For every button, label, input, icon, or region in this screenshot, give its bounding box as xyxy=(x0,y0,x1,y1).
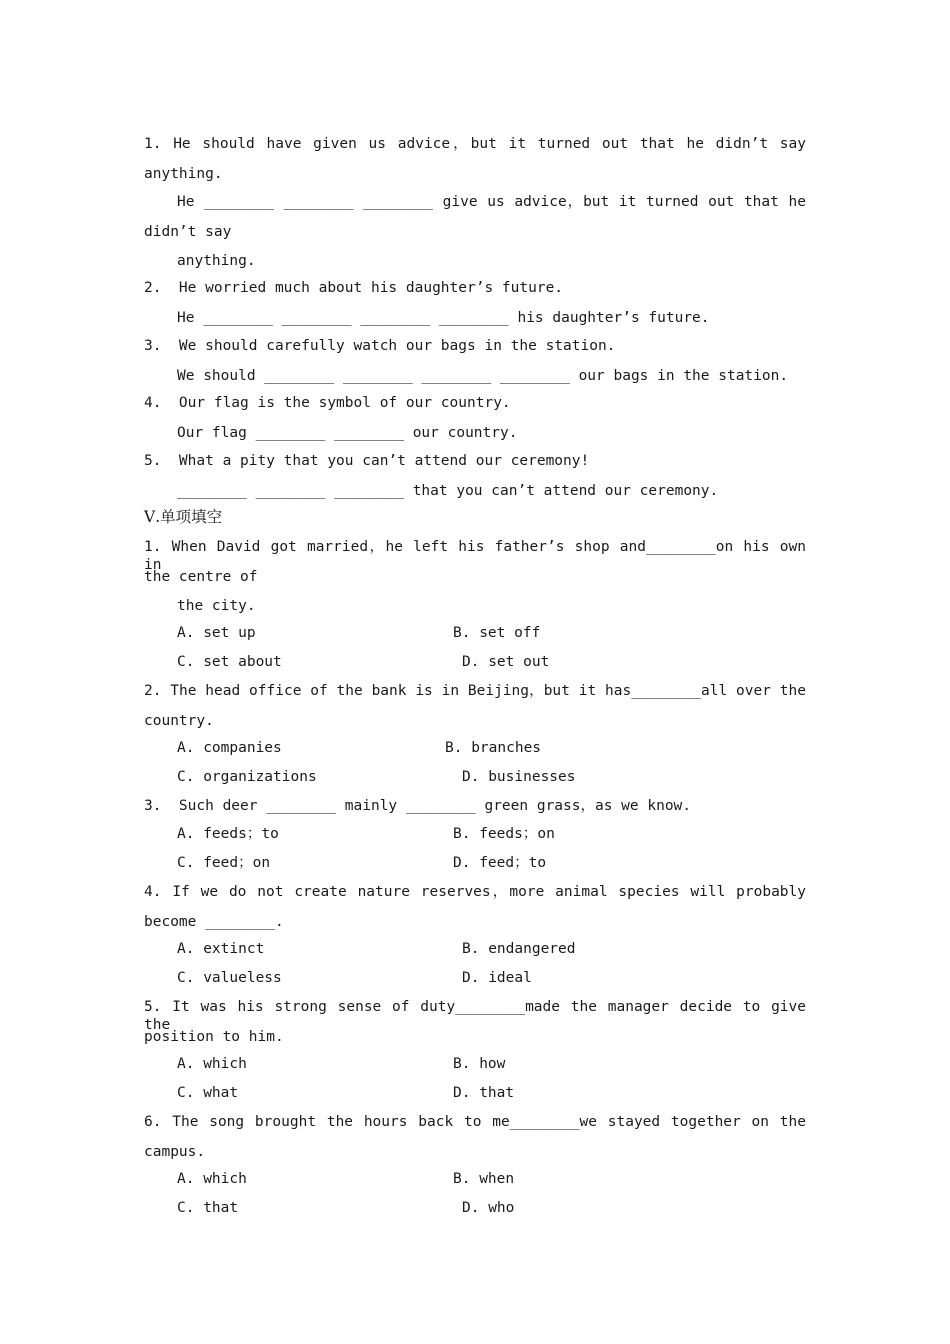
choice-q6-line2: campus. xyxy=(144,1144,206,1160)
choice-q3-line1: 3. Such deer ________ mainly ________ green grass，as we know. xyxy=(144,798,692,814)
choice-q5-line1: 5. It was his strong sense of duty________made the manager decide to give the xyxy=(144,999,806,1033)
rewrite-a1-line2: didn’t say xyxy=(144,224,232,240)
choice-q1-option-c: C. set about xyxy=(177,654,282,670)
rewrite-q1-line2: anything. xyxy=(144,166,223,182)
rewrite-a2-line1: He ________ ________ ________ ________ his daughter’s future. xyxy=(177,310,710,326)
rewrite-q2-line1: 2. He worried much about his daughter’s future. xyxy=(144,280,564,296)
choice-q2-option-b: B. branches xyxy=(445,740,542,756)
choice-q2-line2: country. xyxy=(144,713,214,729)
rewrite-a1-line1: He ________ ________ ________ give us advice，but it turned out that he xyxy=(177,194,806,210)
choice-q2-option-a: A. companies xyxy=(177,740,282,756)
choice-q1-line1: 1. When David got married，he left his father’s shop and________on his own in xyxy=(144,539,806,573)
rewrite-q3-line1: 3. We should carefully watch our bags in the station. xyxy=(144,338,616,354)
choice-q4-line2: become ________. xyxy=(144,914,284,930)
choice-q6-option-d: D. who xyxy=(462,1200,515,1216)
rewrite-a3-line1: We should ________ ________ ________ ________ our bags in the station. xyxy=(177,368,789,384)
choice-q1-line3: the city. xyxy=(177,598,256,614)
rewrite-a5-line1: ________ ________ ________ that you can’t attend our ceremony. xyxy=(177,483,719,499)
choice-q4-line1: 4. If we do not create nature reserves，more animal species will probably xyxy=(144,884,806,900)
rewrite-q5-line1: 5. What a pity that you can’t attend our ceremony! xyxy=(144,453,590,469)
rewrite-a4-line1: Our flag ________ ________ our country. xyxy=(177,425,518,441)
choice-q3-option-d: D. feed；to xyxy=(453,855,547,871)
choice-q1-option-b: B. set off xyxy=(453,625,541,641)
rewrite-a1-line3: anything. xyxy=(177,253,256,269)
choice-q5-option-b: B. how xyxy=(453,1056,506,1072)
section-heading: Ⅴ.单项填空 xyxy=(144,508,223,526)
choice-q5-option-d: D. that xyxy=(453,1085,515,1101)
choice-q6-option-c: C. that xyxy=(177,1200,239,1216)
choice-q4-option-c: C. valueless xyxy=(177,970,282,986)
choice-q2-option-d: D. businesses xyxy=(462,769,576,785)
choice-q3-option-a: A. feeds；to xyxy=(177,826,279,842)
choice-q4-option-b: B. endangered xyxy=(462,941,576,957)
choice-q3-option-b: B. feeds；on xyxy=(453,826,555,842)
choice-q5-line2: position to him. xyxy=(144,1029,284,1045)
choice-q4-option-a: A. extinct xyxy=(177,941,265,957)
choice-q5-option-a: A. which xyxy=(177,1056,247,1072)
choice-q2-option-c: C. organizations xyxy=(177,769,317,785)
choice-q3-option-c: C. feed；on xyxy=(177,855,271,871)
choice-q6-line1: 6. The song brought the hours back to me________we stayed together on the xyxy=(144,1114,806,1130)
choice-q4-option-d: D. ideal xyxy=(462,970,532,986)
choice-q5-option-c: C. what xyxy=(177,1085,239,1101)
choice-q6-option-b: B. when xyxy=(453,1171,515,1187)
choice-q1-option-d: D. set out xyxy=(462,654,550,670)
choice-q2-line1: 2. The head office of the bank is in Beijing，but it has________all over the xyxy=(144,683,806,699)
rewrite-q1-line1: 1. He should have given us advice，but it turned out that he didn’t say xyxy=(144,136,806,152)
rewrite-q4-line1: 4. Our flag is the symbol of our country. xyxy=(144,395,511,411)
choice-q1-option-a: A. set up xyxy=(177,625,256,641)
choice-q6-option-a: A. which xyxy=(177,1171,247,1187)
choice-q1-line2: the centre of xyxy=(144,569,258,585)
